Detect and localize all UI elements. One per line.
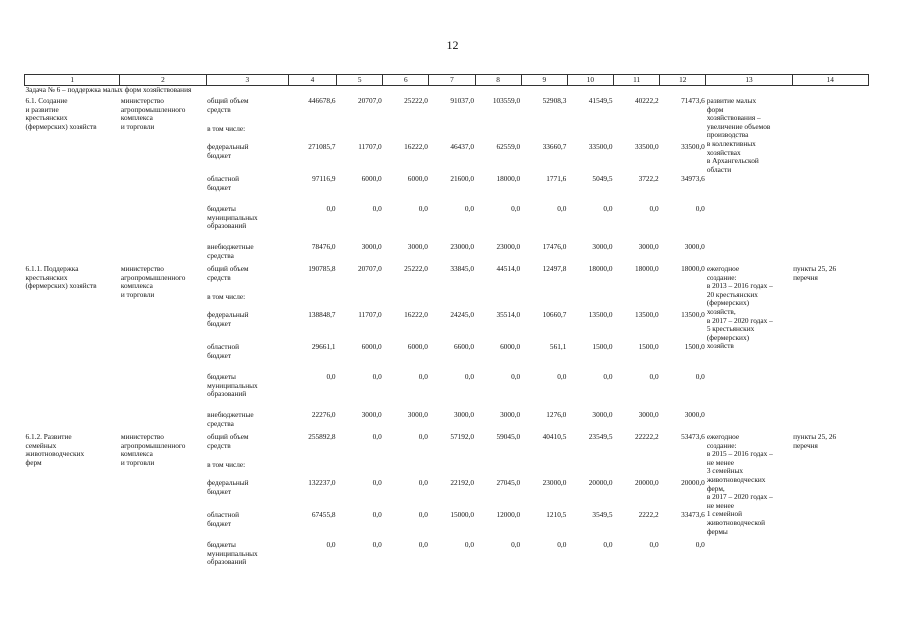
amount-cell: 29661,1 <box>311 342 336 351</box>
amount-cell: 34973,6 <box>681 174 705 183</box>
amount-cell: 0,0 <box>695 540 705 549</box>
amount-cell <box>288 125 336 143</box>
expected-result: ежегодное создание: в 2015 – 2016 годах – не менее 3 семейных животноводческих ферм, в 2017 – 2020 годах – не менее 1 семейной животноводческой фермы <box>706 432 773 536</box>
amount-cell: 13500,0 <box>681 310 705 319</box>
amount-cell <box>429 461 475 479</box>
amount-cell: 12497,8 <box>542 264 567 273</box>
amount-cell: 561,1 <box>549 342 567 351</box>
amount-cell: 1771,6 <box>546 174 567 183</box>
table-row <box>25 265 869 293</box>
funding-source: общий объем средств <box>207 264 249 282</box>
measure-name: 6.1.1. Поддержка крестьянских (фермерских) хозяйств <box>25 264 97 291</box>
funding-source: бюджеты муниципальных образований <box>207 372 258 399</box>
amount-cell: 1500,0 <box>684 342 705 351</box>
amount-cell: 44514,0 <box>496 264 521 273</box>
amount-cell: 18000,0 <box>496 174 521 183</box>
amount-cell: 3000,0 <box>592 410 613 419</box>
expected-result: развитие малых форм хозяйствования – увеличение объемов производства в коллективных хозяйствах в Архангельской области <box>706 96 771 174</box>
amount-cell <box>614 461 660 479</box>
column-number: 13 <box>706 75 792 86</box>
amount-cell: 1276,0 <box>546 410 567 419</box>
amount-cell: 33660,7 <box>542 142 567 151</box>
amount-cell: 46437,0 <box>450 142 475 151</box>
amount-cell: 33845,0 <box>450 264 475 273</box>
funding-source: общий объем средств <box>207 432 249 450</box>
column-number: 14 <box>792 75 868 86</box>
amount-cell <box>567 461 613 479</box>
executor: министерство агропромышленного комплекса и торговли <box>120 264 186 299</box>
amount-cell <box>521 461 567 479</box>
amount-cell <box>660 125 706 143</box>
column-number-row <box>25 75 869 86</box>
amount-cell <box>521 293 567 311</box>
amount-cell: 22222,2 <box>634 432 659 441</box>
amount-cell: 21600,0 <box>450 174 475 183</box>
amount-cell: 0,0 <box>418 540 428 549</box>
table-row <box>25 433 869 461</box>
amount-cell: 33500,0 <box>681 142 705 151</box>
measure-name: 6.1.2. Развитие семейных животноводческих ферм <box>25 432 85 467</box>
amount-cell: 78476,0 <box>311 242 336 251</box>
amount-cell: 3000,0 <box>684 242 705 251</box>
amount-cell: 0,0 <box>372 204 382 213</box>
amount-cell: 0,0 <box>418 432 428 441</box>
amount-cell: 0,0 <box>372 432 382 441</box>
amount-cell: 20000,0 <box>588 478 613 487</box>
amount-cell: 24245,0 <box>450 310 475 319</box>
amount-cell: 255892,8 <box>308 432 336 441</box>
amount-cell: 41549,5 <box>588 96 613 105</box>
amount-cell: 0,0 <box>464 540 475 549</box>
column-number: 1 <box>25 75 120 86</box>
amount-cell: 132237,0 <box>308 478 336 487</box>
amount-cell: 0,0 <box>418 372 428 381</box>
amount-cell: 0,0 <box>326 204 336 213</box>
amount-cell: 0,0 <box>372 510 382 519</box>
amount-cell: 3000,0 <box>684 410 705 419</box>
amount-cell: 57192,0 <box>450 432 475 441</box>
amount-cell: 0,0 <box>603 372 613 381</box>
amount-cell: 33500,0 <box>588 142 613 151</box>
amount-cell: 97116,9 <box>312 174 336 183</box>
funding-source: областной бюджет <box>207 174 240 192</box>
amount-cell: 0,0 <box>511 372 521 381</box>
amount-cell: 23000,0 <box>496 242 521 251</box>
amount-cell: 53473,6 <box>681 432 705 441</box>
column-number: 3 <box>206 75 288 86</box>
amount-cell <box>567 293 613 311</box>
amount-cell: 0,0 <box>326 372 336 381</box>
amount-cell <box>288 293 336 311</box>
page-number: 12 <box>446 38 459 52</box>
amount-cell: 0,0 <box>557 540 567 549</box>
funding-source: бюджеты муниципальных образований <box>207 204 258 231</box>
amount-cell: 0,0 <box>557 372 567 381</box>
amount-cell: 1500,0 <box>638 342 659 351</box>
amount-cell: 13500,0 <box>634 310 659 319</box>
funding-source: областной бюджет <box>207 510 240 528</box>
amount-cell: 3000,0 <box>407 410 428 419</box>
amount-cell <box>614 293 660 311</box>
column-number: 5 <box>337 75 383 86</box>
amount-cell: 11707,0 <box>358 310 382 319</box>
amount-cell: 25222,0 <box>404 264 428 273</box>
amount-cell: 10660,7 <box>542 310 567 319</box>
program-table <box>24 74 869 579</box>
amount-cell: 59045,0 <box>496 432 521 441</box>
amount-cell: 0,0 <box>603 540 613 549</box>
amount-cell <box>660 461 706 479</box>
funding-source: в том числе: <box>207 292 246 301</box>
funding-source: в том числе: <box>207 124 246 133</box>
amount-cell: 6000,0 <box>361 342 382 351</box>
measure-name: 6.1. Создание и развитие крестьянских (фермерских) хозяйств <box>25 96 97 131</box>
expected-result: ежегодное создание: в 2013 – 2016 годах – 20 крестьянских (фермерских) хозяйств, в 2017 – 2020 годах – 5 крестьянских (фермерских) хозяйств <box>706 264 773 351</box>
amount-cell: 3000,0 <box>592 242 613 251</box>
amount-cell: 5049,5 <box>592 174 613 183</box>
amount-cell: 1210,5 <box>546 510 567 519</box>
amount-cell: 3000,0 <box>407 242 428 251</box>
amount-cell: 18000,0 <box>588 264 613 273</box>
amount-cell: 0,0 <box>418 204 428 213</box>
column-number: 8 <box>475 75 521 86</box>
amount-cell <box>614 125 660 143</box>
amount-cell: 27045,0 <box>496 478 521 487</box>
amount-cell: 3000,0 <box>361 242 382 251</box>
funding-source: внебюджетные средства <box>207 410 254 428</box>
amount-cell: 22276,0 <box>311 410 336 419</box>
executor: министерство агропромышленного комплекса и торговли <box>120 96 186 131</box>
amount-cell: 0,0 <box>418 510 428 519</box>
amount-cell: 3000,0 <box>638 242 659 251</box>
amount-cell: 0,0 <box>649 204 659 213</box>
list-reference: пункты 25, 26 перечня <box>793 264 837 282</box>
amount-cell: 40222,2 <box>634 96 659 105</box>
column-number: 7 <box>429 75 475 86</box>
amount-cell: 35514,0 <box>496 310 521 319</box>
amount-cell: 103559,0 <box>492 96 521 105</box>
amount-cell: 1500,0 <box>592 342 613 351</box>
amount-cell: 20707,0 <box>358 264 382 273</box>
amount-cell: 190785,8 <box>308 264 336 273</box>
executor: министерство агропромышленного комплекса и торговли <box>120 432 186 467</box>
amount-cell: 6000,0 <box>500 342 521 351</box>
amount-cell <box>337 125 383 143</box>
amount-cell: 0,0 <box>464 204 475 213</box>
column-number: 9 <box>521 75 567 86</box>
amount-cell: 0,0 <box>557 204 567 213</box>
amount-cell <box>383 293 429 311</box>
amount-cell <box>337 293 383 311</box>
amount-cell: 11707,0 <box>358 142 382 151</box>
amount-cell: 0,0 <box>464 372 475 381</box>
amount-cell <box>521 125 567 143</box>
amount-cell: 0,0 <box>418 478 428 487</box>
amount-cell: 0,0 <box>372 372 382 381</box>
amount-cell: 6000,0 <box>361 174 382 183</box>
amount-cell <box>475 461 521 479</box>
amount-cell: 67455,8 <box>311 510 336 519</box>
amount-cell: 0,0 <box>603 204 613 213</box>
column-number: 4 <box>288 75 336 86</box>
amount-cell: 15000,0 <box>450 510 475 519</box>
column-number: 11 <box>614 75 660 86</box>
amount-cell: 18000,0 <box>634 264 659 273</box>
amount-cell <box>475 293 521 311</box>
column-number: 6 <box>383 75 429 86</box>
task-title: Задача № 6 – поддержка малых форм хозяйствования <box>25 85 192 94</box>
amount-cell: 3000,0 <box>361 410 382 419</box>
amount-cell: 0,0 <box>649 372 659 381</box>
amount-cell <box>383 125 429 143</box>
amount-cell: 0,0 <box>372 478 382 487</box>
column-number: 10 <box>567 75 613 86</box>
amount-cell: 0,0 <box>649 540 659 549</box>
funding-source: в том числе: <box>207 460 246 469</box>
amount-cell: 6600,0 <box>453 342 475 351</box>
amount-cell: 0,0 <box>695 204 705 213</box>
amount-cell: 91037,0 <box>450 96 475 105</box>
amount-cell: 22192,0 <box>450 478 475 487</box>
amount-cell: 0,0 <box>511 204 521 213</box>
funding-source: областной бюджет <box>207 342 240 360</box>
amount-cell: 12000,0 <box>496 510 521 519</box>
amount-cell: 20000,0 <box>681 478 705 487</box>
amount-cell: 0,0 <box>695 372 705 381</box>
amount-cell: 16222,0 <box>404 310 428 319</box>
amount-cell: 20707,0 <box>358 96 382 105</box>
amount-cell: 16222,0 <box>404 142 428 151</box>
amount-cell: 2222,2 <box>638 510 659 519</box>
amount-cell <box>475 125 521 143</box>
amount-cell: 23000,0 <box>450 242 475 251</box>
amount-cell: 0,0 <box>511 540 521 549</box>
amount-cell <box>383 461 429 479</box>
amount-cell: 25222,0 <box>404 96 428 105</box>
list-reference: пункты 25, 26 перечня <box>793 432 837 450</box>
funding-source: общий объем средств <box>207 96 249 114</box>
amount-cell: 3722,2 <box>638 174 659 183</box>
amount-cell: 18000,0 <box>681 264 705 273</box>
amount-cell: 271085,7 <box>308 142 336 151</box>
amount-cell: 0,0 <box>372 540 382 549</box>
amount-cell: 6000,0 <box>407 342 428 351</box>
amount-cell: 13500,0 <box>588 310 613 319</box>
table-row <box>25 97 869 125</box>
amount-cell: 3000,0 <box>453 410 475 419</box>
amount-cell: 3000,0 <box>638 410 659 419</box>
amount-cell <box>567 125 613 143</box>
funding-source: федеральный бюджет <box>207 478 249 496</box>
amount-cell <box>288 461 336 479</box>
amount-cell: 71473,6 <box>681 96 705 105</box>
funding-source: внебюджетные средства <box>207 242 254 260</box>
amount-cell: 446678,6 <box>308 96 336 105</box>
amount-cell: 6000,0 <box>407 174 428 183</box>
amount-cell: 33473,6 <box>681 510 705 519</box>
funding-source: федеральный бюджет <box>207 142 249 160</box>
amount-cell: 138848,7 <box>308 310 336 319</box>
funding-source: бюджеты муниципальных образований <box>207 540 258 567</box>
amount-cell: 0,0 <box>326 540 336 549</box>
column-number: 12 <box>660 75 706 86</box>
amount-cell: 33500,0 <box>634 142 659 151</box>
amount-cell <box>429 293 475 311</box>
amount-cell: 23000,0 <box>542 478 567 487</box>
amount-cell: 3000,0 <box>500 410 521 419</box>
amount-cell: 17476,0 <box>542 242 567 251</box>
amount-cell: 23549,5 <box>588 432 613 441</box>
amount-cell: 52908,3 <box>542 96 567 105</box>
amount-cell <box>660 293 706 311</box>
amount-cell: 62559,0 <box>496 142 521 151</box>
amount-cell: 40410,5 <box>542 432 567 441</box>
amount-cell: 20000,0 <box>634 478 659 487</box>
amount-cell <box>337 461 383 479</box>
list-reference <box>792 97 868 265</box>
funding-source: федеральный бюджет <box>207 310 249 328</box>
amount-cell: 3549,5 <box>592 510 613 519</box>
amount-cell <box>429 125 475 143</box>
column-number: 2 <box>120 75 206 86</box>
